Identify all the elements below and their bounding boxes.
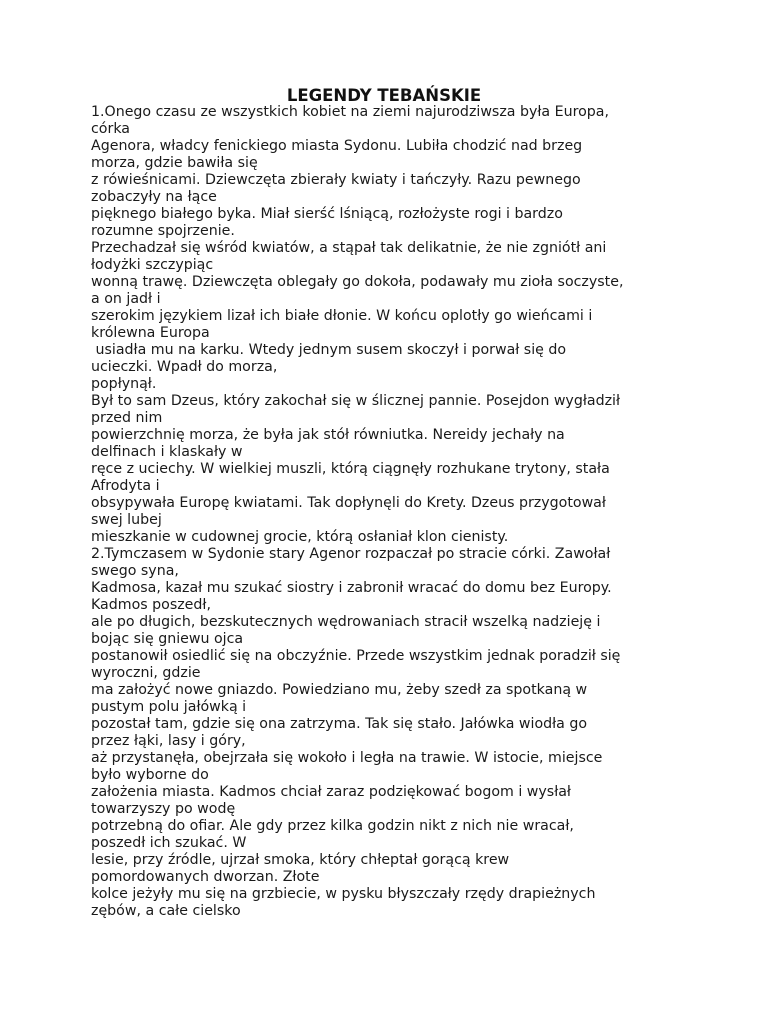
text-line: rozumne spojrzenie. (91, 223, 235, 239)
text-line: poszedł ich szukać. W (91, 835, 247, 851)
text-line: ucieczki. Wpadł do morza, (91, 359, 278, 375)
text-line: a on jadł i (91, 291, 161, 307)
document-body (91, 104, 681, 920)
text-line: powierzchnię morza, że była jak stół równiutka. Nereidy jechały na (91, 427, 565, 443)
text-line: założenia miasta. Kadmos chciał zaraz podziękować bogom i wysłał (91, 784, 571, 800)
text-line: córka (91, 121, 130, 137)
text-line: wonną trawę. Dziewczęta oblegały go dokoła, podawały mu zioła soczyste, (91, 274, 624, 290)
text-line: 2.Tymczasem w Sydonie stary Agenor rozpaczał po stracie córki. Zawołał (91, 546, 611, 562)
text-line: przez łąki, lasy i góry, (91, 733, 246, 749)
text-line: aż przystanęła, obejrzała się wokoło i legła na trawie. W istocie, miejsce (91, 750, 603, 766)
text-line: Przechadzał się wśród kwiatów, a stąpał tak delikatnie, że nie zgniótł ani (91, 240, 607, 256)
text-line: Afrodyta i (91, 478, 160, 494)
text-line: morza, gdzie bawiła się (91, 155, 258, 171)
text-line: zobaczyły na łące (91, 189, 217, 205)
text-line: było wyborne do (91, 767, 209, 783)
text-line: lesie, przy źródle, ujrzał smoka, który chłeptał gorącą krew (91, 852, 510, 868)
text-line: Agenora, władcy fenickiego miasta Sydonu. Lubiła chodzić nad brzeg (91, 138, 583, 154)
text-line: ręce z uciechy. W wielkiej muszli, którą ciągnęły rozhukane trytony, stała (91, 461, 610, 477)
text-line: szerokim językiem lizał ich białe dłonie. W końcu oplotły go wieńcami i (91, 308, 593, 324)
text-line: towarzyszy po wodę (91, 801, 236, 817)
text-line: postanowił osiedlić się na obczyźnie. Przede wszystkim jednak poradził się (91, 648, 621, 664)
text-line: wyroczni, gdzie (91, 665, 201, 681)
text-line: pustym polu jałówką i (91, 699, 247, 715)
text-line: popłynął. (91, 376, 157, 392)
text-line: delfinach i klaskały w (91, 444, 243, 460)
document-title: LEGENDY TEBAŃSKIE (286, 86, 482, 105)
text-line: z rówieśnicami. Dziewczęta zbierały kwiaty i tańczyły. Razu pewnego (91, 172, 581, 188)
text-line: Kadmos poszedł, (91, 597, 211, 613)
text-line: ale po długich, bezskutecznych wędrowaniach stracił wszelką nadzieję i (91, 614, 601, 630)
text-line: Kadmosa, kazał mu szukać siostry i zabronił wracać do domu bez Europy. (91, 580, 612, 596)
text-line: przed nim (91, 410, 163, 426)
text-line: bojąc się gniewu ojca (91, 631, 244, 647)
text-line: potrzebną do ofiar. Ale gdy przez kilka godzin nikt z nich nie wracał, (91, 818, 574, 834)
text-line: pozostał tam, gdzie się ona zatrzyma. Tak się stało. Jałówka wiodła go (91, 716, 588, 732)
text-line: 1.Onego czasu ze wszystkich kobiet na ziemi najurodziwsza była Europa, (91, 104, 609, 120)
text-line: zębów, a całe cielsko (91, 903, 241, 919)
text-line: Był to sam Dzeus, który zakochał się w ślicznej pannie. Posejdon wygładził (91, 393, 620, 409)
text-line: obsypywała Europę kwiatami. Tak dopłynęli do Krety. Dzeus przygotował (91, 495, 606, 511)
text-line: swego syna, (91, 563, 179, 579)
text-line: mieszkanie w cudownej grocie, którą osłaniał klon cienisty. (91, 529, 509, 545)
text-line: pięknego białego byka. Miał sierść lśniącą, rozłożyste rogi i bardzo (91, 206, 563, 222)
text-line: kolce jeżyły mu się na grzbiecie, w pysku błyszczały rzędy drapieżnych (91, 886, 596, 902)
text-line: usiadła mu na karku. Wtedy jednym susem skoczył i porwał się do (91, 342, 567, 358)
text-line: pomordowanych dworzan. Złote (91, 869, 320, 885)
text-line: ma założyć nowe gniazdo. Powiedziano mu, żeby szedł za spotkaną w (91, 682, 588, 698)
text-line: łodyżki szczypiąc (91, 257, 214, 273)
text-line: królewna Europa (91, 325, 210, 341)
text-line: swej lubej (91, 512, 162, 528)
